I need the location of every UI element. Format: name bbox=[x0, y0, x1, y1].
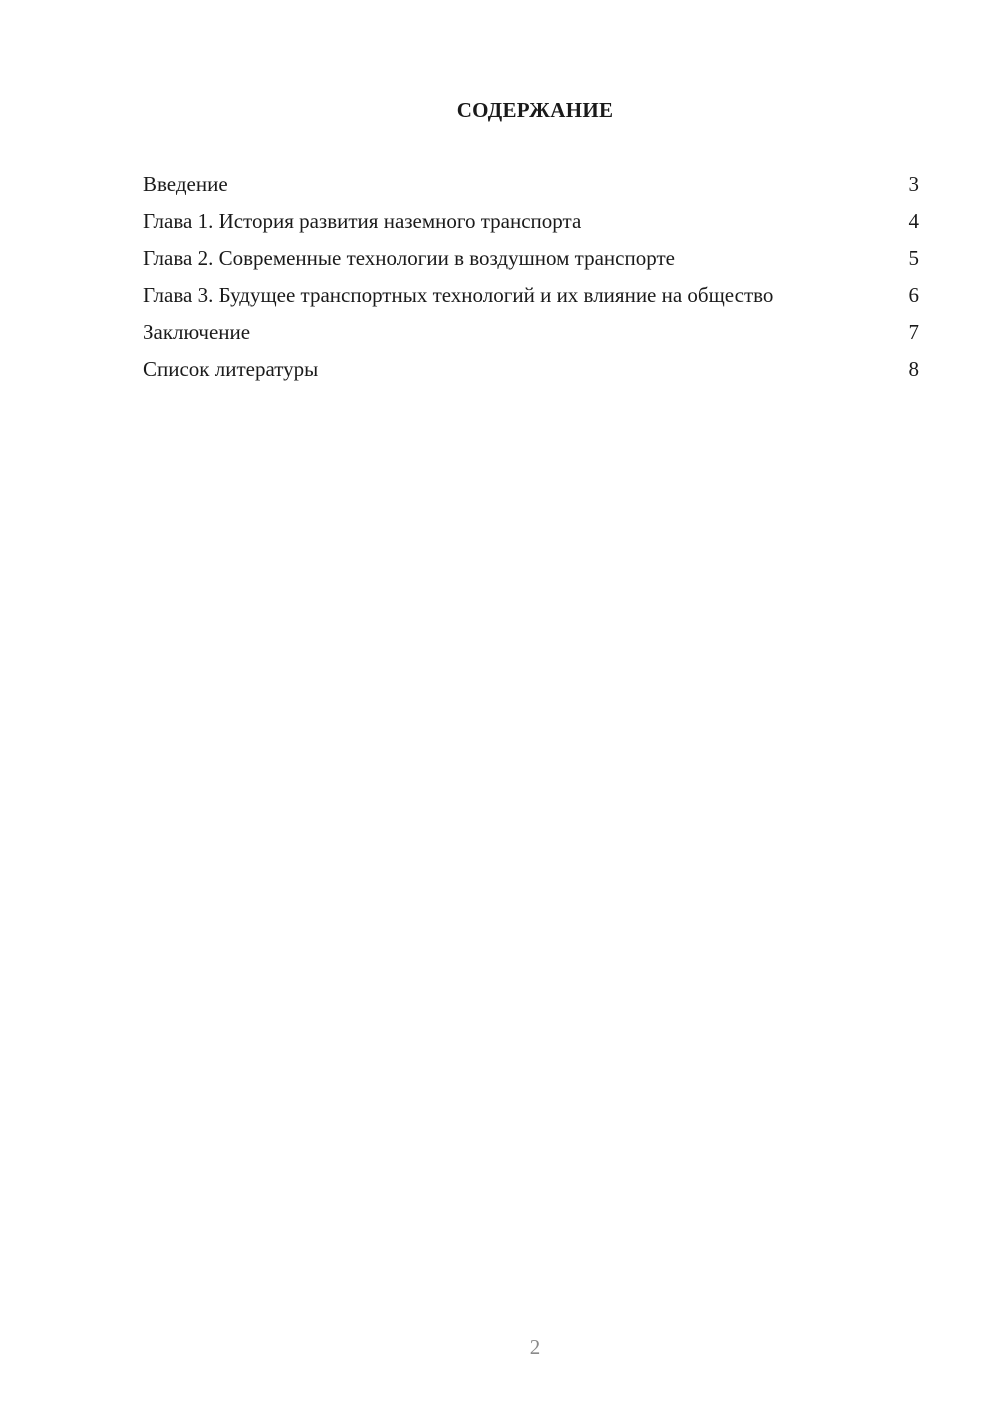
toc-entry-page: 4 bbox=[908, 209, 919, 233]
toc-entry-introduction bbox=[143, 171, 919, 197]
toc-entry-label: Заключение bbox=[143, 320, 251, 344]
toc-entry-label: Глава 2. Современные технологии в воздушном транспорте bbox=[143, 246, 675, 270]
toc-entry-page: 8 bbox=[908, 357, 919, 381]
toc-entry-conclusion bbox=[143, 319, 919, 345]
toc-entry-label: Глава 1. История развития наземного транспорта bbox=[143, 209, 582, 233]
toc-list bbox=[143, 171, 919, 393]
toc-entry-page: 6 bbox=[908, 283, 919, 307]
toc-entry-chapter-2 bbox=[143, 245, 919, 271]
toc-entry-page: 5 bbox=[908, 246, 919, 270]
toc-entry-label: Список литературы bbox=[143, 357, 319, 381]
toc-entry-label: Введение bbox=[143, 172, 228, 196]
page-number: 2 bbox=[529, 1335, 541, 1359]
toc-entry-chapter-1 bbox=[143, 208, 919, 234]
toc-entry-label: Глава 3. Будущее транспортных технологий и их влияние на общество bbox=[143, 283, 774, 307]
toc-entry-chapter-3 bbox=[143, 282, 919, 308]
toc-entry-page: 3 bbox=[908, 172, 919, 196]
toc-title: СОДЕРЖАНИЕ bbox=[456, 98, 614, 122]
toc-entry-bibliography bbox=[143, 356, 919, 382]
toc-entry-page: 7 bbox=[908, 320, 919, 344]
